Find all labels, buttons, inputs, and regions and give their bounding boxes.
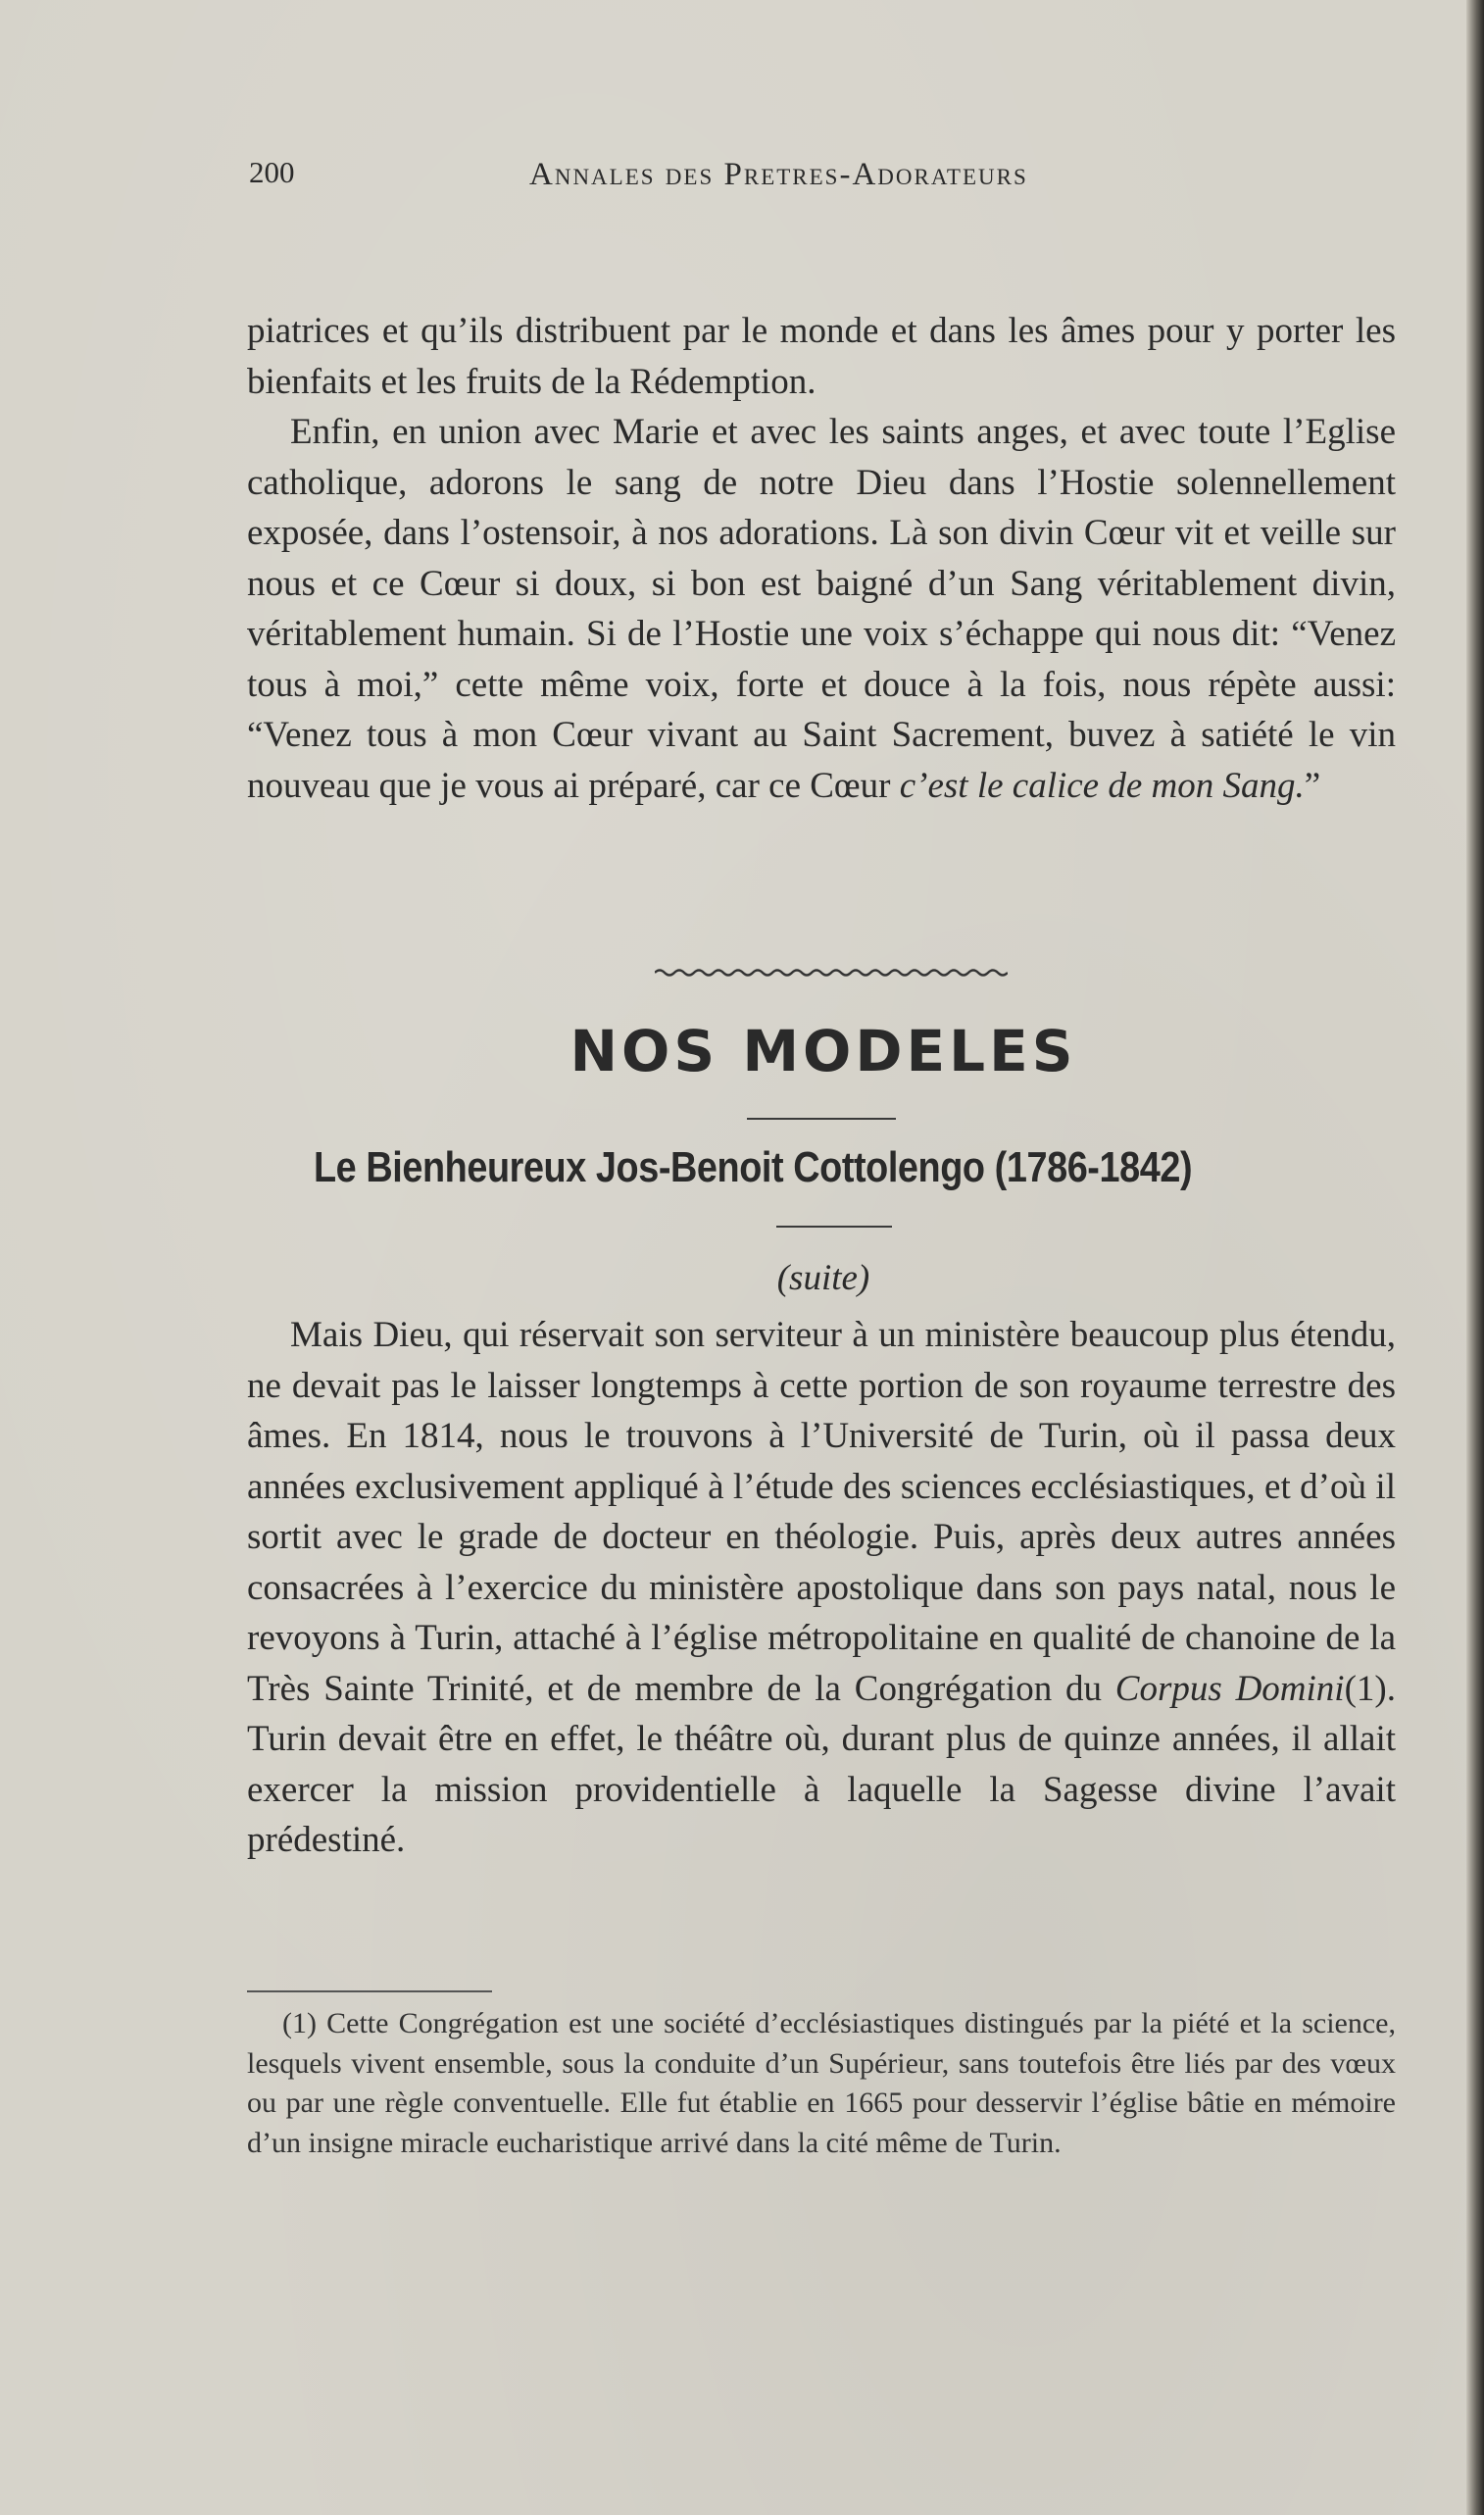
paragraph-adoration-end: ”	[1304, 765, 1321, 806]
main-text	[247, 1310, 1396, 1866]
page-number: 200	[249, 155, 295, 189]
page-header	[0, 155, 1466, 194]
opening-text	[247, 306, 1396, 811]
paragraph-biography	[247, 1310, 1396, 1866]
paragraph-biography-end: (1). Turin devait être en effet, le théâtre où, durant plus de quinze années, il allait exercer la mission providentielle à laquelle la Sagesse divine l’avait prédestiné.	[247, 1668, 1396, 1860]
suite-label: (suite)	[776, 1258, 870, 1298]
paragraph-adoration	[247, 407, 1396, 811]
paragraph-biography-text: Mais Dieu, qui réservait son serviteur à un ministère beaucoup plus étendu, ne devait pas le laisser longtemps à cette portion de son royaume terrestre des âmes. En 1814, nous le trouvons à l’Université de Turin, où il passa deux années exclusivement appliqué à l’étude des sciences ecclésiastiques, et d’où il sortit avec le grade de docteur en théologie. Puis, après deux autres années consacrées à l’exercice du ministère apostolique dans son pays natal, nous le revoyons à Turin, attaché à l’église métropolitaine en qualité de chanoine de la Très Sainte Trinité, et de membre de la Congrégation du	[247, 1315, 1396, 1709]
paragraph-continuation: piatrices et qu’ils distribuent par le monde et dans les âmes pour y porter les bienfaits et les fruits de la Rédemption.	[247, 311, 1396, 402]
subtitle-rule	[776, 1226, 892, 1228]
footnote-text: (1) Cette Congrégation est une société d’ecclésiastiques distingués par la piété et la science, lesquels vivent ensemble, sous la conduite d’un Supérieur, sans toutefois être liés par des vœux ou par une règle conventuelle. Elle fut établie en 1665 pour desservir l’église bâtie en mémoire d’un insigne miracle eucharistique arrivé dans la cité même de Turin.	[247, 2007, 1396, 2159]
title-rule	[747, 1118, 896, 1120]
running-title: Annales des Pretres-Adorateurs	[529, 157, 1028, 192]
paragraph-adoration-text: Enfin, en union avec Marie et avec les saints anges, et avec toute l’Eglise catholique, adorons le sang de notre Dieu dans l’Hostie solennellement exposée, dans l’ostensoir, à nos adorations. Là son divin Cœur vit et veille sur nous et ce Cœur si doux, si bon est baigné d’un Sang véritablement divin, véritablement humain. Si de l’Hostie une voix s’échappe qui nous dit: “Venez tous à moi,” cette même voix, forte et douce à la fois, nous répète aussi: “Venez tous à mon Cœur vivant au Saint Sacrement, buvez à satiété le vin nouveau que je vous ai préparé, car ce Cœur	[247, 412, 1396, 806]
page-edge-shadow	[1466, 0, 1484, 2515]
wavy-ornament-divider	[655, 966, 1008, 980]
paragraph-adoration-italic: c’est le calice de mon Sang.	[899, 765, 1305, 806]
footnote-rule	[247, 1990, 492, 1992]
footnote	[247, 2004, 1396, 2163]
paragraph-biography-italic: Corpus Domini	[1114, 1668, 1345, 1709]
section-title: NOS MODELES	[569, 1018, 1077, 1084]
article-subtitle: Le Bienheureux Jos-Benoit Cottolengo (1786-1842)	[314, 1143, 1193, 1191]
